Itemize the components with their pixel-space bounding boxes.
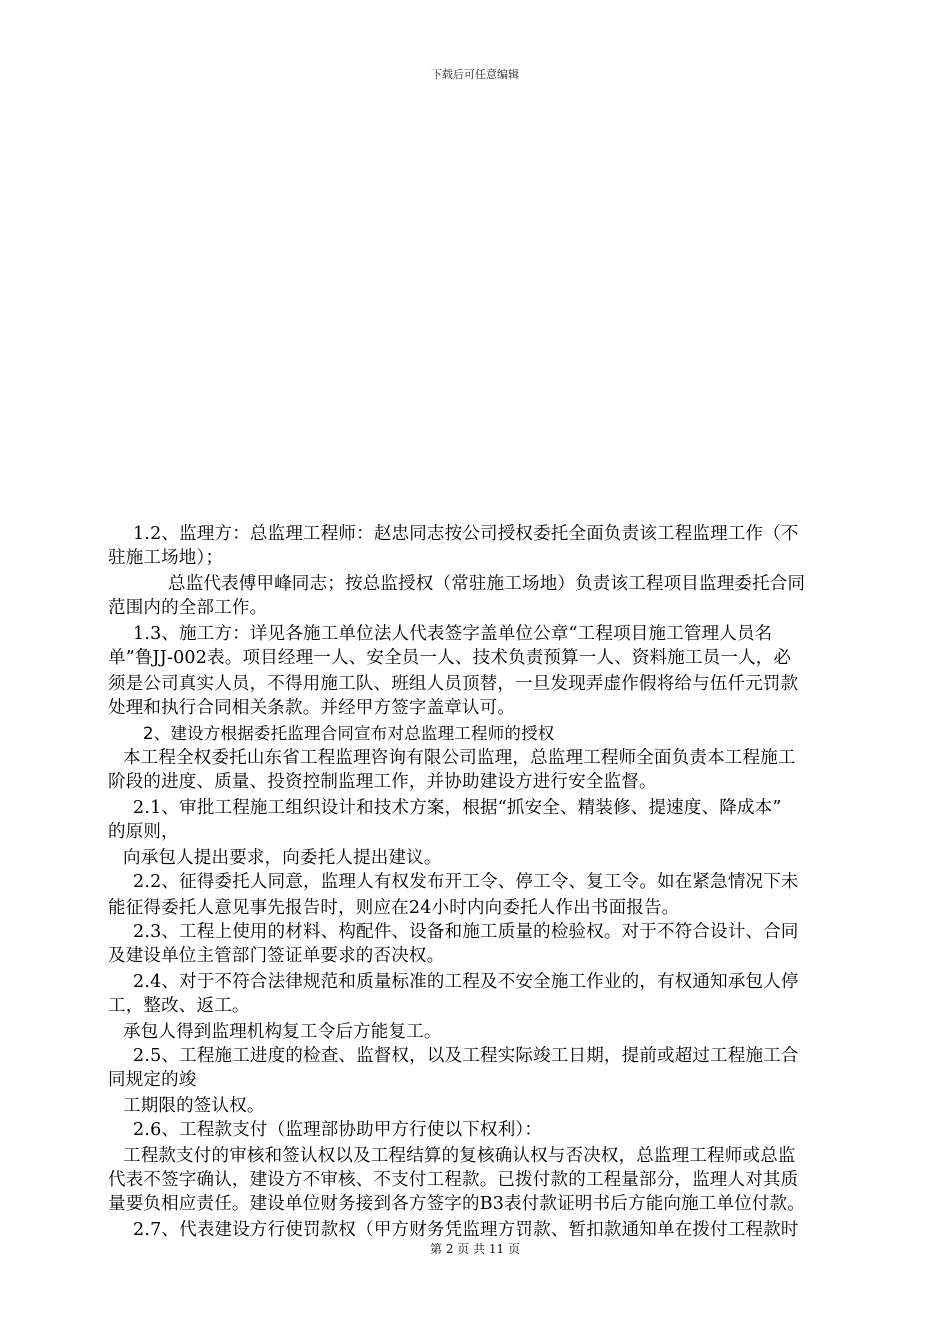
text-line: 及建设单位主管部门签证单要求的否决权。 bbox=[108, 946, 445, 966]
text-line: 2.4、对于不符合法律规范和质量标准的工程及不安全施工作业的，有权通知承包人停 bbox=[133, 972, 799, 992]
text-line: 须是公司真实人员，不得用施工队、班组人员顶替，一旦发现弄虚作假将给与伍仟元罚款 bbox=[108, 674, 799, 694]
text-line: 的原则， bbox=[108, 822, 179, 842]
text-line: 2.7、代表建设方行使罚款权（甲方财务凭监理方罚款、暂扣款通知单在拨付工程款时 bbox=[133, 1220, 799, 1240]
header-note: 下载后可任意编辑 bbox=[431, 68, 519, 81]
text-line: 工期限的签认权。 bbox=[123, 1096, 265, 1116]
text-line: 总监代表傅甲峰同志；按总监授权（常驻施工场地）负责该工程项目监理委托合同 bbox=[168, 574, 806, 594]
text-line: 向承包人提出要求，向委托人提出建议。 bbox=[123, 848, 442, 868]
text-line: 代表不签字确认，建设方不审核、不支付工程款。已拨付款的工程量部分，监理人对其质 bbox=[108, 1170, 799, 1190]
text-line: 承包人得到监理机构复工令后方能复工。 bbox=[123, 1022, 442, 1042]
text-line: 工，整改、返工。 bbox=[108, 996, 250, 1016]
page-number: 第 2 页 共 11 页 bbox=[430, 1242, 520, 1256]
section-heading: 2、建设方根据委托监理合同宣布对总监理工程师的授权 bbox=[143, 724, 555, 743]
text-line: 2.3、工程上使用的材料、构配件、设备和施工质量的检验权。对于不符合设计、合同 bbox=[133, 922, 799, 942]
text-line: 同规定的竣 bbox=[108, 1070, 197, 1090]
text-line: 2.6、工程款支付（监理部协助甲方行使以下权利）： bbox=[133, 1120, 543, 1140]
text-line: 阶段的进度、质量、投资控制监理工作，并协助建设方进行安全监督。 bbox=[108, 772, 657, 792]
text-line: 能征得委托人意见事先报告时，则应在24小时内向委托人作出书面报告。 bbox=[108, 898, 680, 918]
text-line: 1.2、监理方：总监理工程师：赵忠同志按公司授权委托全面负责该工程监理工作（不 bbox=[133, 524, 799, 544]
text-line: 处理和执行合同相关条款。并经甲方签字盖章认可。 bbox=[108, 698, 516, 718]
text-line: 工程款支付的审核和签认权以及工程结算的复核确认权与否决权，总监理工程师或总监 bbox=[123, 1146, 796, 1166]
text-line: 2.1、审批工程施工组织设计和技术方案，根据“抓安全、精装修、提速度、降成本” bbox=[133, 798, 782, 818]
text-line: 驻施工场地）； bbox=[108, 548, 224, 568]
text-line: 单”鲁JJ-002表。项目经理一人、安全员一人、技术负责预算一人、资料施工员一人，必 bbox=[108, 648, 792, 668]
text-line: 1.3、施工方：详见各施工单位法人代表签字盖单位公章“工程项目施工管理人员名 bbox=[133, 624, 773, 644]
text-line: 本工程全权委托山东省工程监理咨询有限公司监理，总监理工程师全面负责本工程施工 bbox=[123, 748, 796, 768]
text-line: 2.5、工程施工进度的检查、监督权，以及工程实际竣工日期，提前或超过工程施工合 bbox=[133, 1046, 799, 1066]
text-line: 量要负相应责任。建设单位财务接到各方签字的B3表付款证明书后方能向施工单位付款。 bbox=[108, 1194, 805, 1214]
text-line: 2.2、征得委托人同意，监理人有权发布开工令、停工令、复工令。如在紧急情况下未 bbox=[133, 872, 799, 892]
text-line: 范围内的全部工作。 bbox=[108, 598, 268, 618]
